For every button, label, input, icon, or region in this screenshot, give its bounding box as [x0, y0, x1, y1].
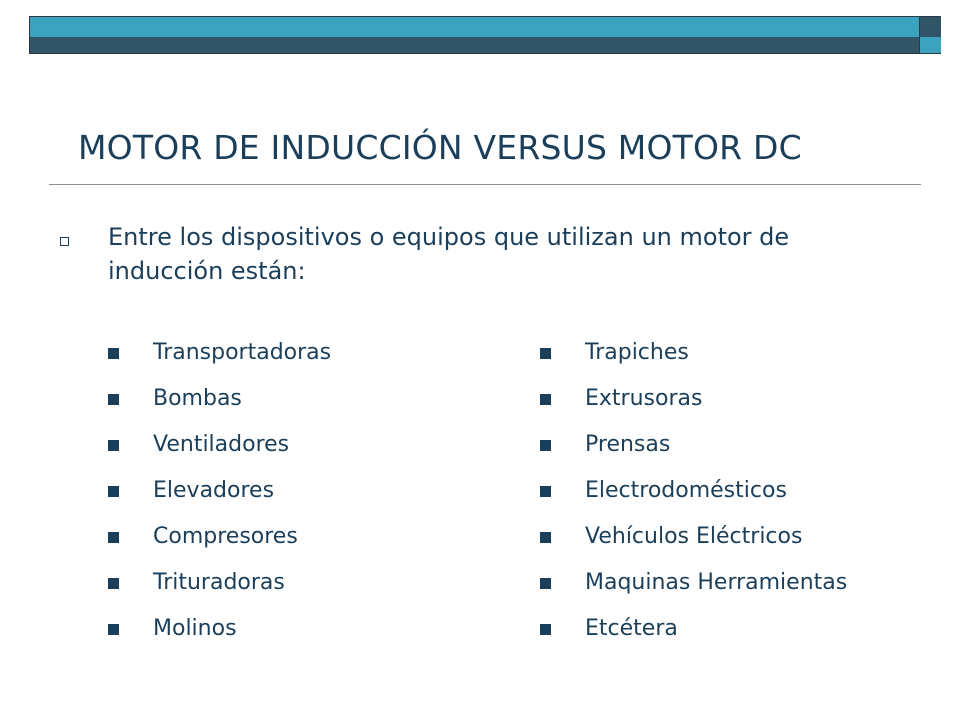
list-item [108, 520, 331, 566]
list-item [540, 520, 847, 566]
list-item [540, 336, 847, 382]
filled-square-icon [108, 578, 119, 589]
filled-square-icon [108, 624, 119, 635]
left-device-list [108, 336, 331, 658]
filled-square-icon [108, 348, 119, 359]
intro-text: Entre los dispositivos o equipos que utilizan un motor de inducción están: [108, 223, 790, 285]
list-item-label: Extrusoras [585, 386, 703, 411]
list-item-label: Bombas [153, 386, 242, 411]
list-item-label: Maquinas Herramientas [585, 570, 848, 595]
list-item-label: Molinos [153, 616, 237, 641]
list-item-label: Ventiladores [153, 432, 290, 457]
list-item-label: Vehículos Eléctricos [585, 524, 803, 549]
list-item [108, 612, 331, 658]
filled-square-icon [108, 532, 119, 543]
hollow-square-icon [60, 237, 69, 246]
list-item-label: Electrodomésticos [585, 478, 787, 503]
slide-title: MOTOR DE INDUCCIÓN VERSUS MOTOR DC [78, 128, 802, 167]
filled-square-icon [540, 624, 551, 635]
list-item [108, 336, 331, 382]
filled-square-icon [108, 486, 119, 497]
title-divider [49, 184, 921, 185]
filled-square-icon [540, 348, 551, 359]
list-item [540, 428, 847, 474]
filled-square-icon [540, 486, 551, 497]
list-item [108, 474, 331, 520]
filled-square-icon [540, 394, 551, 405]
list-item-label: Transportadoras [153, 340, 332, 365]
filled-square-icon [540, 532, 551, 543]
list-item [540, 474, 847, 520]
list-item-label: Trapiches [585, 340, 689, 365]
band-bottom-stripe [30, 37, 919, 53]
filled-square-icon [108, 394, 119, 405]
list-item [540, 612, 847, 658]
list-item-label: Trituradoras [153, 570, 285, 595]
band-corner-square-top [919, 17, 941, 37]
list-item [108, 428, 331, 474]
list-item-label: Elevadores [153, 478, 275, 503]
list-item [108, 566, 331, 612]
right-device-list [540, 336, 847, 658]
list-item-label: Prensas [585, 432, 671, 457]
list-item-label: Etcétera [585, 616, 678, 641]
list-item [108, 382, 331, 428]
filled-square-icon [540, 578, 551, 589]
filled-square-icon [540, 440, 551, 451]
band-corner-square-bottom [919, 37, 941, 53]
list-item [540, 382, 847, 428]
filled-square-icon [108, 440, 119, 451]
band-top-stripe [30, 17, 919, 37]
list-item-label: Compresores [153, 524, 298, 549]
list-item [540, 566, 847, 612]
header-decoration-band [29, 16, 941, 54]
